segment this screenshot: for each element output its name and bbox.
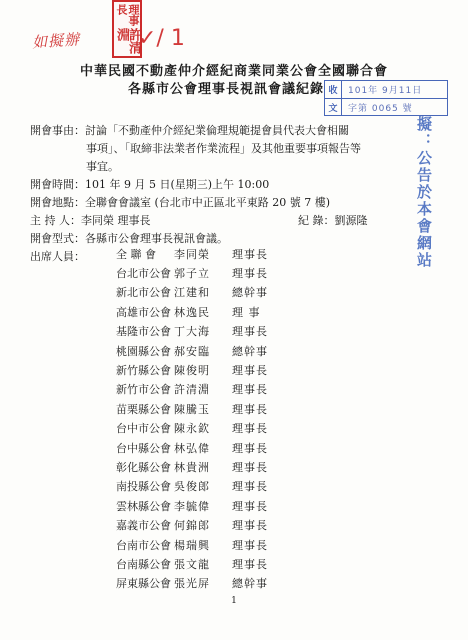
attendee-row xyxy=(116,515,292,534)
attendee-name: 何錦郎 xyxy=(174,519,210,533)
format-label: 開會型式： xyxy=(30,232,85,245)
attendee-role: 理事長 xyxy=(232,402,268,416)
chair-row xyxy=(30,212,151,228)
attendee-unit: 台中市公會 xyxy=(116,422,171,436)
attendee-unit: 台中縣公會 xyxy=(116,441,171,455)
place-row xyxy=(30,194,330,210)
attendee-name: 林弘偉 xyxy=(174,441,210,455)
attendee-unit: 新竹縣公會 xyxy=(116,364,171,378)
time-label: 開會時間： xyxy=(30,178,85,191)
handwritten-approval-note: 如擬辦 xyxy=(31,30,81,52)
attendee-name: 陳騰玉 xyxy=(174,402,210,416)
attendees-label: 出席人員： xyxy=(30,250,85,263)
attendee-name: 陳永欽 xyxy=(174,422,210,436)
attendee-unit: 新竹市公會 xyxy=(116,383,171,397)
subject-line-1: 討論「不動產仲介經紀業倫理規範提會員代表大會相關 xyxy=(85,124,349,137)
attendee-name: 楊瑞興 xyxy=(174,538,210,552)
receipt-date: 101年 9月11日 xyxy=(348,86,423,96)
receipt-stamp xyxy=(324,80,448,116)
attendee-row xyxy=(116,477,292,496)
attendee-row xyxy=(116,496,292,515)
document-title-meeting: 各縣市公會理事長視訊會議紀錄 xyxy=(127,82,324,97)
attendee-name: 吳俊郎 xyxy=(174,480,210,494)
chair-value: 李同榮 理事長 xyxy=(81,214,151,227)
attendee-role: 理事長 xyxy=(232,267,268,281)
attendee-role: 理事長 xyxy=(232,557,268,571)
subject-label: 開會事由： xyxy=(30,124,85,137)
time-value: 101 年 9 月 5 日(星期三)上午 10:00 xyxy=(85,178,270,191)
attendee-row xyxy=(116,457,292,476)
seal-name: 許清淵 xyxy=(114,28,141,55)
recorder-label: 紀 錄： xyxy=(298,214,335,227)
attendee-unit: 嘉義市公會 xyxy=(116,519,171,533)
attendee-row xyxy=(116,399,292,418)
attendee-unit: 新北市公會 xyxy=(116,286,171,300)
attendee-name: 郭子立 xyxy=(174,267,210,281)
receipt-number: 字第 0065 號 xyxy=(348,104,413,114)
attendee-role: 理事長 xyxy=(232,325,268,339)
seal-title: 理事長 xyxy=(115,4,140,26)
attendee-role: 理事長 xyxy=(232,364,268,378)
attendee-row xyxy=(116,419,292,438)
subject-line-2: 事項」、「取締非法業者作業流程」及其他重要事項報告等 xyxy=(86,142,361,155)
attendee-row xyxy=(116,535,292,554)
attendee-row xyxy=(116,263,292,282)
attendee-name: 林逸民 xyxy=(174,305,210,319)
time-row xyxy=(30,176,269,192)
attendee-role: 理事長 xyxy=(232,480,268,494)
attendee-name: 許清淵 xyxy=(174,383,210,397)
attendee-role: 理事長 xyxy=(232,441,268,455)
attendee-row xyxy=(116,554,292,573)
page-number: 1 xyxy=(231,596,237,606)
handwritten-check-mark: ✓/ 1 xyxy=(138,26,185,51)
attendee-name: 丁大海 xyxy=(174,325,210,339)
attendee-unit: 苗栗縣公會 xyxy=(116,402,171,416)
attendee-unit: 全 聯 會 xyxy=(116,247,156,261)
subject-row xyxy=(30,122,349,138)
attendee-role: 總幹事 xyxy=(232,577,268,591)
side-instruction-stamp: 擬：公告於本會網站 xyxy=(415,116,433,269)
attendee-unit: 台南市公會 xyxy=(116,538,171,552)
attendee-unit: 彰化縣公會 xyxy=(116,460,171,474)
attendee-row xyxy=(116,438,292,457)
attendee-role: 總幹事 xyxy=(232,344,268,358)
attendee-name: 張光屏 xyxy=(174,577,210,591)
attendee-role: 理事長 xyxy=(232,499,268,513)
recorder-row xyxy=(298,212,368,228)
attendee-role: 理事長 xyxy=(232,247,268,261)
place-value: 全聯會會議室 (台北市中正區北平東路 20 號 7 樓) xyxy=(85,196,331,209)
attendee-unit: 高雄市公會 xyxy=(116,305,171,319)
receipt-label-received: 收 xyxy=(325,81,342,98)
attendee-row xyxy=(116,380,292,399)
document-title-organization: 中華民國不動產仲介經紀商業同業公會全國聯合會 xyxy=(79,64,388,79)
attendee-row xyxy=(116,574,292,593)
attendee-row xyxy=(116,360,292,379)
attendee-name: 張文龍 xyxy=(174,557,210,571)
subject-line-3: 事宜。 xyxy=(86,160,119,173)
attendee-row xyxy=(116,283,292,302)
attendee-row xyxy=(116,341,292,360)
attendee-role: 理事長 xyxy=(232,460,268,474)
chairman-seal-stamp xyxy=(112,0,142,58)
attendee-unit: 桃園縣公會 xyxy=(116,344,171,358)
attendee-name: 李毓偉 xyxy=(174,499,210,513)
attendee-unit: 台北市公會 xyxy=(116,267,171,281)
attendee-role: 理事長 xyxy=(232,422,268,436)
attendee-unit: 南投縣公會 xyxy=(116,480,171,494)
attendee-unit: 基隆市公會 xyxy=(116,325,171,339)
attendee-list xyxy=(116,244,292,593)
place-label: 開會地點： xyxy=(30,196,85,209)
format-value: 各縣市公會理事長視訊會議。 xyxy=(85,232,228,245)
attendee-name: 郝安臨 xyxy=(174,344,210,358)
attendee-unit: 雲林縣公會 xyxy=(116,499,171,513)
receipt-label-document: 文 xyxy=(325,99,342,116)
recorder-value: 劉源隆 xyxy=(334,214,368,227)
attendee-unit: 台南縣公會 xyxy=(116,557,171,571)
attendee-name: 李同榮 xyxy=(174,247,210,261)
attendee-name: 江建和 xyxy=(174,286,210,300)
attendee-unit: 屏東縣公會 xyxy=(116,577,171,591)
attendee-row xyxy=(116,244,292,263)
attendee-role: 理 事 xyxy=(232,305,261,319)
attendee-role: 理事長 xyxy=(232,519,268,533)
chair-label: 主 持 人： xyxy=(30,214,81,227)
attendee-row xyxy=(116,322,292,341)
attendee-role: 理事長 xyxy=(232,538,268,552)
attendee-row xyxy=(116,302,292,321)
attendee-role: 總幹事 xyxy=(232,286,268,300)
attendee-name: 陳俊明 xyxy=(174,364,210,378)
attendee-role: 理事長 xyxy=(232,383,268,397)
attendee-name: 林貴洲 xyxy=(174,460,210,474)
